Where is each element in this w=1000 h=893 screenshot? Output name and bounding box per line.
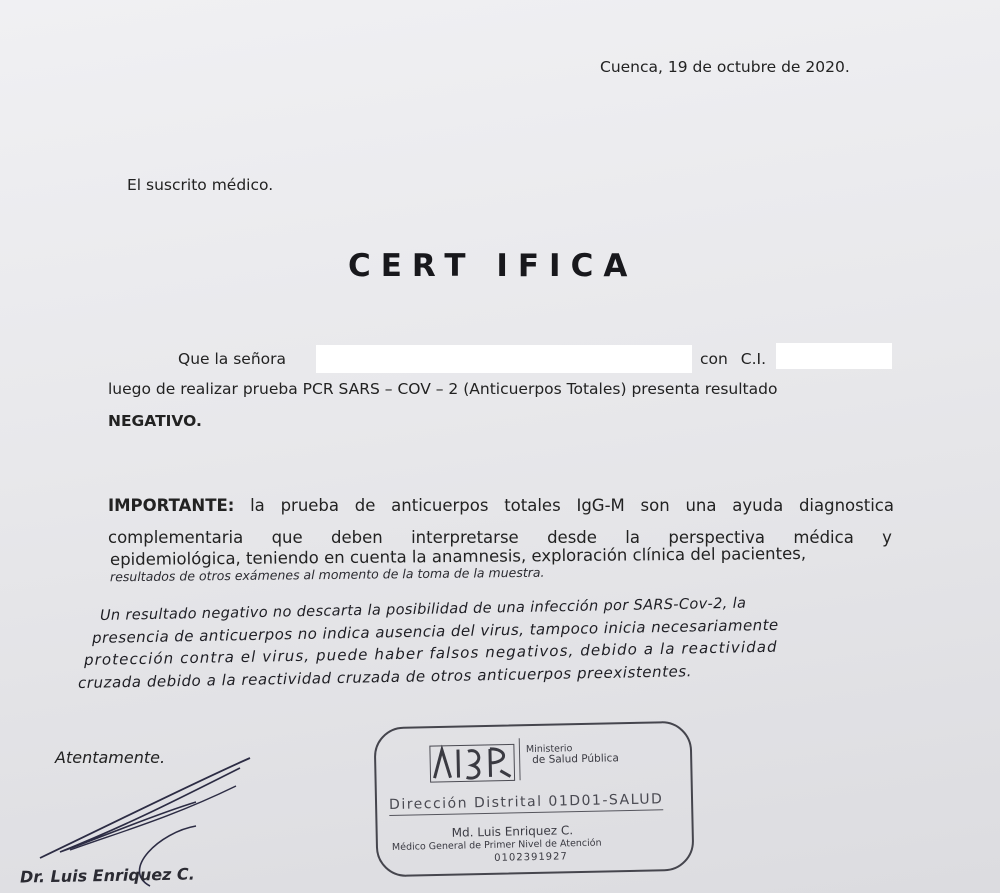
important-word: médica [793, 528, 854, 547]
important-line-4: resultados de otros exámenes al momento de la toma de la muestra. [109, 564, 545, 585]
stamp-id-number: 0102391927 [494, 851, 568, 864]
important-word: y [882, 528, 892, 547]
important-line-1 [108, 496, 894, 515]
important-word: desde [547, 528, 597, 547]
certificate-heading: CERT IFICA [348, 248, 638, 284]
important-word: ayuda [732, 496, 784, 515]
stamp-doctor-name: Md. Luis Enriquez C. [451, 823, 574, 840]
disclaimer-line-4: cruzada debido a la reactividad cruzada de otros anticuerpos preexistentes. [77, 662, 693, 692]
document-date: Cuenca, 19 de octubre de 2020. [600, 58, 850, 76]
stamp-doctor-title: Médico General de Primer Nivel de Atención [391, 837, 602, 853]
important-label: IMPORTANTE: [108, 496, 235, 515]
redacted-id-number [776, 343, 892, 369]
important-word: que [271, 528, 303, 547]
stamp-divider [519, 738, 521, 780]
important-word: IgG-M [576, 496, 625, 515]
important-word: perspectiva [668, 528, 765, 547]
important-word: interpretarse [411, 528, 519, 547]
body-line-1-ci: con C.I. [700, 350, 767, 368]
redacted-patient-name [316, 345, 692, 373]
important-word: anticuerpos [391, 496, 489, 515]
ministry-logo-icon [428, 740, 517, 784]
stamp-ministry-line-2: de Salud Pública [532, 752, 619, 767]
test-result: NEGATIVO. [108, 412, 202, 430]
disclaimer-line-1: Un resultado negativo no descarta la posibilidad de una infección por SARS-Cov-2, la [99, 595, 747, 624]
important-word: deben [331, 528, 383, 547]
stamp-district: Dirección Distrital 01D01-SALUD [389, 791, 664, 816]
important-word: una [685, 496, 717, 515]
official-stamp [373, 721, 694, 878]
salutation: El suscrito médico. [127, 176, 274, 194]
stamp-ministry-line-1: Ministerio [525, 743, 573, 756]
important-word: la [250, 496, 265, 515]
body-line-1-prefix: Que la señora [178, 350, 287, 368]
closing-text: Atentamente. [55, 748, 166, 767]
important-word: la [625, 528, 640, 547]
important-word: son [640, 496, 670, 515]
important-word: prueba [280, 496, 340, 515]
signer-name: Dr. Luis Enriquez C. [19, 864, 195, 887]
disclaimer-line-2: presencia de anticuerpos no indica ausencia del virus, tampoco inicia necesariamente [91, 615, 779, 647]
important-word: totales [504, 496, 561, 515]
disclaimer-line-3: protección contra el virus, puede haber falsos negativos, debido a la reactividad [83, 637, 778, 669]
important-word: de [354, 496, 376, 515]
stamp-ministry [526, 742, 619, 766]
important-word: diagnostica [798, 496, 894, 515]
important-line-3: epidemiológica, teniendo en cuenta la anamnesis, exploración clínica del pacientes, [109, 543, 807, 569]
body-line-2: luego de realizar prueba PCR SARS – COV – 2 (Anticuerpos Totales) presenta resultado [108, 380, 778, 398]
important-word: complementaria [108, 528, 244, 547]
